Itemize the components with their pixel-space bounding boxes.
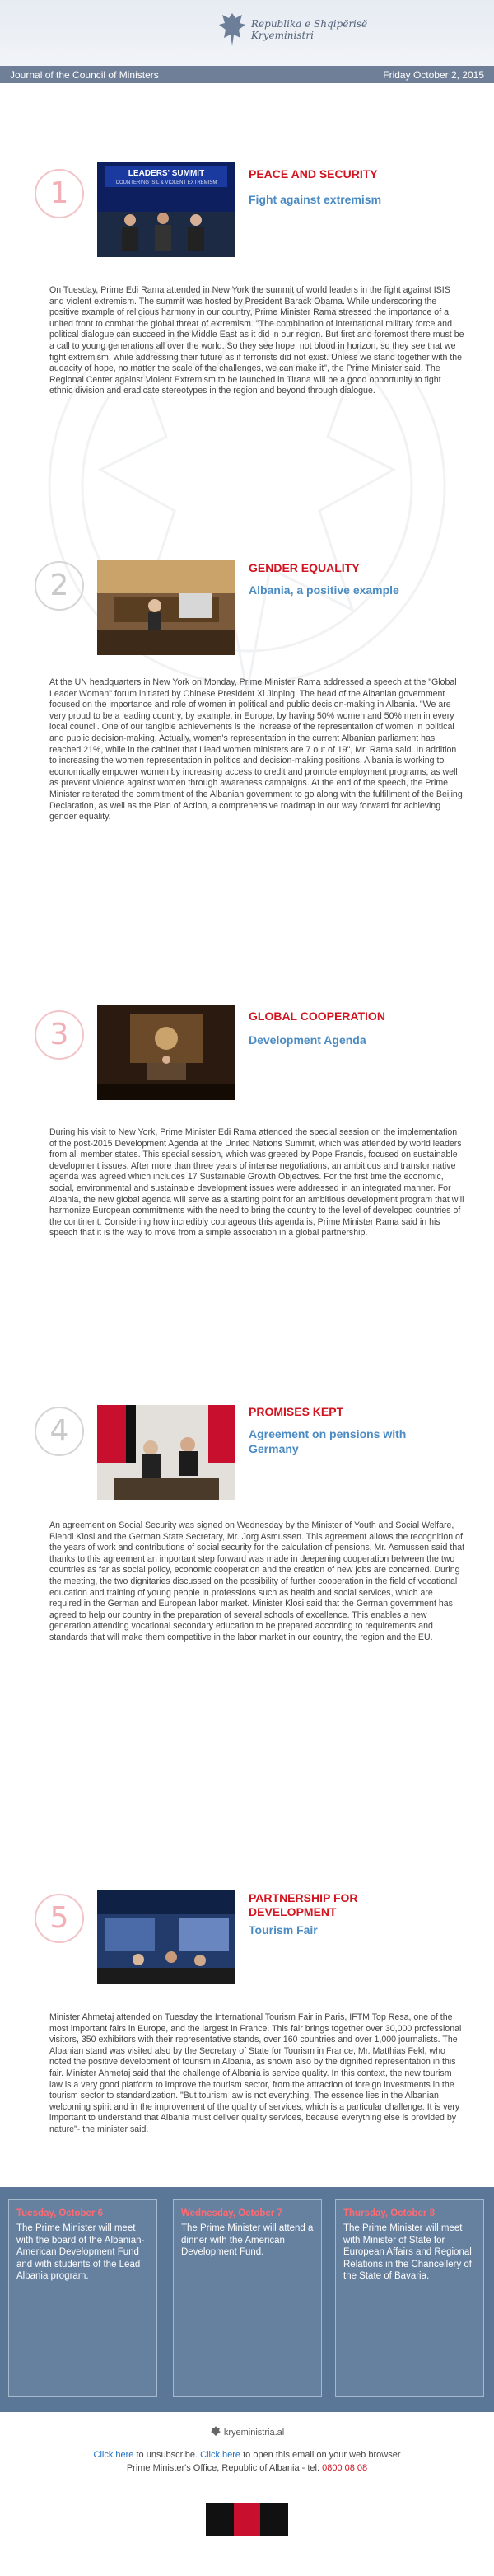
event-card: [335, 2199, 484, 2397]
un-assembly-photo: [97, 1005, 235, 1100]
svg-text:COUNTERING ISIL & VIOLENT EXTR: COUNTERING ISIL & VIOLENT EXTREMISM: [115, 180, 217, 185]
journal-title: Journal of the Council of Ministers: [10, 69, 159, 81]
eagle-crest-icon: [217, 10, 247, 51]
eagle-small-icon: [210, 2425, 221, 2437]
open-in-browser-link[interactable]: Click here: [200, 2450, 241, 2460]
unsubscribe-text: to unsubscribe.: [133, 2450, 201, 2460]
signing-photo: [97, 1405, 235, 1500]
article-number: 2: [35, 561, 84, 611]
footer-links: [0, 2450, 494, 2460]
unsubscribe-link[interactable]: Click here: [93, 2450, 134, 2460]
republic-line-2: Kryeministri: [251, 30, 314, 41]
flag-ribbon-icon: [206, 2503, 288, 2536]
event-text: The Prime Minister will meet with Minister of State for European Affairs and Regional Relations in the Chancellery of the State of Bavaria.: [343, 2223, 472, 2281]
open-in-browser-text: to open this email on your web browser: [240, 2450, 401, 2460]
article-number: 1: [35, 169, 84, 218]
article-title: GENDER EQUALITY: [249, 561, 360, 574]
upcoming-events: [0, 2187, 494, 2412]
site-link[interactable]: kryeministria.al: [223, 2428, 285, 2438]
footer-site: [0, 2425, 494, 2438]
republic-line-1: Republika e Shqipërisë: [251, 18, 368, 30]
article-subtitle: Albania, a positive example: [249, 583, 399, 597]
tourism-fair-photo: [97, 1890, 235, 1984]
article-number: 4: [35, 1407, 84, 1456]
event-text: The Prime Minister will meet with the board of the Albanian-American Development Fund and with students of the Lead Albania program.: [16, 2223, 145, 2281]
svg-text:LEADERS' SUMMIT: LEADERS' SUMMIT: [128, 169, 205, 178]
article-body: An agreement on Social Security was signed on Wednesday by the Minister of Youth and Social Welfare, Blendi Klosi and the German State Secretary, Mr. Jorg Asmussen. This agreement allows the recognition of the years of work and contributions of social security for the calculation of pensions. Mr. Asmussen said that thanks to this agreement an important step forward was made in deepening cooperation between the two countries as far as social policy, economic cooperation and the creation of new jobs are concerned. During the meeting, the two dignitaries discussed on the possibility of further cooperation in the field of vocational education and training of young people in professions such as health and social services, which are required in the German and European labor market. Minister Klosi said that the German government has agreed to help our country in the preparation of several schools of excellence. This enables a new generation attending vocational secondary education to be prepared according to requirements and standards that will make them competitive in the labor market in our country, the region and the EU.: [49, 1520, 465, 1642]
article-body: At the UN headquarters in New York on Monday, Prime Minister Rama addressed a speech at the "Global Leader Woman" forum initiated by Chinese President Xi Jinping. The head of the Albanian government focused on the importance and role of women in political and public decision-making in Albania. "We are very proud to be a leading country, by example, in Europe, by having 50% women and 50% men in every local council. One of our tangible achievements is the increase of the representation of women in political and public decision-making. Actually, women's representation in the current Albanian parliament has reached 21%, while in the cabinet that I lead women ministers are 7 out of 19", Mr. Rama said. In addition to increasing the women representation in politics and decision-making positions, Albania is working to economically empower women by increasing access to credit and promote employment programs, as well as prevent violence against women through awareness campaigns. At the end of the speech, the Prime Minister reiterated the commitment of the Albanian government to go along with the fulfillment of the Beijing Declaration, as well as the Plan of Action, a comprehensive roadmap in our way forward for achieving gender equality.: [49, 677, 463, 822]
article-subtitle: Development Agenda: [249, 1033, 366, 1047]
article-title: PROMISES KEPT: [249, 1405, 344, 1418]
article-subtitle: Fight against extremism: [249, 193, 382, 206]
event-card: [8, 2199, 157, 2397]
issue-date: Friday October 2, 2015: [383, 69, 484, 81]
article-number: 3: [35, 1010, 84, 1060]
article-number: 5: [35, 1894, 84, 1943]
forum-photo: [97, 560, 235, 655]
article-subtitle: Agreement on pensions with Germany: [249, 1427, 407, 1455]
article-body: Minister Ahmetaj attended on Tuesday the International Tourism Fair in Paris, IFTM Top Resa, one of the most important fairs in Europe, and the largest in France. This fair brings together over 30,000 professional visitors, 350 exhibitors with their representative stands, over 160 countries and over 1,000 journalists. The Albanian stand was visited also by the Secretary of State for Tourism in France, Mr. Matthias Fekl, who noted the positive development of tourism in Albania, as shown also by the dignified representation in this fair. Minister Ahmetaj said that the challenge of Albania is service quality. In this context, the new tourism law is a very good platform to improve the tourism sector, from the attraction of foreign investments in the tourism sector to standardization. "But tourism law is not everything. The essence lies in the Albanian welcoming spirit and in the improvement of the quality of services, which is a particular challenge. It is very important to understand that Albania must deliver quality services, because everything else is provided by nature"- the minister said.: [49, 2012, 462, 2134]
article-title: PARTNERSHIP FOR DEVELOPMENT: [249, 1891, 358, 1918]
header: [0, 0, 494, 83]
article-title: GLOBAL COOPERATION: [249, 1009, 385, 1023]
event-day: Wednesday, October 7: [181, 2208, 282, 2218]
address-text: Prime Minister's Office, Republic of Albania - tel:: [126, 2463, 323, 2473]
republic-wordmark: [251, 18, 367, 41]
article-body: During his visit to New York, Prime Minister Edi Rama attended the special session on the implementation of the post-2015 Development Agenda at the United Nations Summit, which was attended by world leaders from all member states. This special session, which was greeted by Pope Francis, focused on sustainable development issues. After more than three years of intense negotiations, an ambitious and transformative agenda was agreed which includes 17 Sustainable Growth Objectives. For the first time the economic, social, environmental and sustainable development issues were addressed in an integrated manner. For Albania, the new global agenda will serve as a starting point for an ambitious development program that will harmonize European commitments with the need to bring the country to the level of developed countries of the continent. Considering how incredibly courageous this agenda is, Prime Minister Rama said in his speech that it is the way to move from a simple association in a global partnership.: [49, 1127, 464, 1239]
footer-address: [0, 2463, 494, 2473]
article-title: PEACE AND SECURITY: [249, 167, 378, 180]
article-subtitle: Tourism Fair: [249, 1923, 318, 1937]
event-text: The Prime Minister will attend a dinner with the American Development Fund.: [181, 2223, 314, 2257]
event-card: [173, 2199, 322, 2397]
event-day: Tuesday, October 6: [16, 2208, 104, 2218]
article-body: On Tuesday, Prime Edi Rama attended in New York the summit of world leaders in the fight against ISIS and violent extremism. The summit was hosted by President Barack Obama. While underscoring the positive example of religious harmony in our country, Prime Minister Rama stressed the importance of a united front to combat the global threat of extremism. "The combination of international military force and political dialogue can succeed in the Middle East as it did in our region. But first and foremost there must be a call to young generations all over the world. So they see hope, not blood in horizon, so they see that we fight extremism, while addressing their future as if terrorists did not exist. Unless we stand together with the audacity of hope, no matter the scale of the challenges, we can make it", the Prime Minister said. The Regional Center against Violent Extremism to be launched in Tirana will be a good opportunity to fight ethnic division and eradicate stereotypes in the region and beyond through dialogue.: [49, 285, 464, 396]
event-day: Thursday, October 8: [343, 2208, 435, 2218]
footer: [0, 2412, 494, 2576]
summit-photo: [97, 162, 235, 257]
phone-number[interactable]: 0800 08 08: [322, 2463, 368, 2473]
